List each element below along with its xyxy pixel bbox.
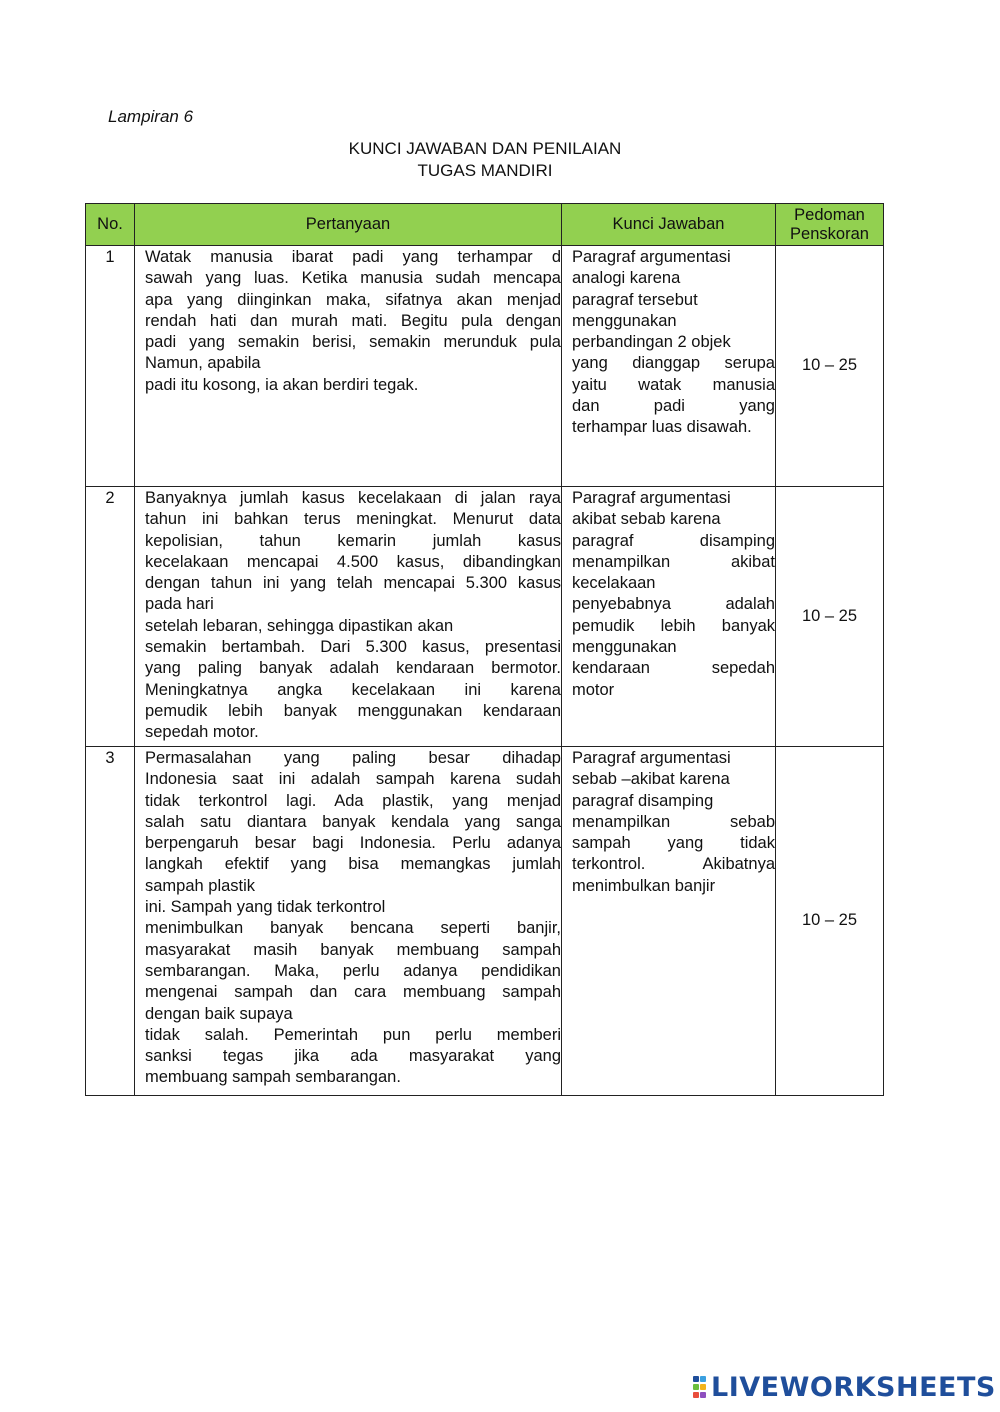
text-line: menampilkan sebab (572, 812, 775, 831)
header-pertanyaan: Pertanyaan (135, 204, 562, 246)
text-line: sembarangan. Maka, perlu adanya pendidikan (145, 961, 561, 980)
question-cell (135, 487, 562, 747)
text-line: dan padi yang (572, 397, 775, 416)
text-line: Watak manusia ibarat padi yang terhampar d (145, 248, 561, 266)
table-header-row (86, 204, 884, 246)
text-line: semakin bertambah. Dari 5.300 kasus, presentasi (145, 638, 561, 657)
text-line: terhampar luas disawah. (572, 418, 752, 437)
text-line: pemudik lebih banyak (572, 616, 775, 635)
header-pedoman-penskoran (776, 204, 884, 246)
text-line: kepolisian, tahun kemarin jumlah kasus (145, 531, 561, 550)
text-line: yang dianggap serupa (572, 354, 775, 373)
text-line: motor (572, 680, 615, 699)
document-subtitle: TUGAS MANDIRI (417, 161, 553, 180)
text-line: menampilkan akibat (572, 552, 775, 571)
text-line: dengan tahun ini yang telah mencapai 5.300 kasus (145, 574, 561, 593)
text-line: tahun ini bahkan terus meningkat. Menurut data (145, 510, 561, 529)
text-line: kecelakaan (572, 574, 656, 593)
text-line: Permasalahan yang paling besar dihadap (145, 749, 561, 767)
text-line: Paragraf argumentasi (572, 248, 731, 266)
text-line: yang paling banyak adalah kendaraan bermotor. (145, 659, 561, 678)
text-line: masyarakat masih banyak membuang sampah (145, 940, 561, 959)
text-line: analogi karena (572, 269, 681, 288)
text-line: tidak salah. Pemerintah pun perlu memberi (145, 1025, 561, 1044)
text-line: penyebabnya adalah (572, 595, 775, 614)
row-number: 1 (86, 246, 135, 487)
text-line: Paragraf argumentasi (572, 489, 731, 507)
text-line: menggunakan (572, 638, 677, 657)
text-line: rendah hati dan murah mati. Begitu pula dengan (145, 311, 561, 330)
header-no: No. (86, 204, 135, 246)
text-line: perbandingan 2 objek (572, 333, 731, 352)
text-line: padi itu kosong, ia akan berdiri tegak. (145, 375, 419, 394)
answer-cell (562, 487, 776, 747)
text-line: tidak terkontrol lagi. Ada plastik, yang menjad (145, 791, 561, 810)
text-line: sawah yang luas. Ketika manusia sudah mencapa (145, 269, 561, 288)
answer-key-table (85, 203, 884, 1096)
text-line: terkontrol. Akibatnya (572, 855, 775, 874)
text-line: kendaraan sepedah (572, 659, 775, 678)
lampiran-label: Lampiran 6 (108, 107, 194, 126)
answer-cell (562, 246, 776, 487)
table-row (86, 747, 884, 1096)
text-line: langkah efektif yang bisa memangkas jumlah (145, 855, 561, 874)
text-line: Indonesia saat ini adalah sampah karena sudah (145, 770, 561, 789)
text-line: menimbulkan banyak bencana seperti banjir, (145, 919, 561, 938)
text-line: membuang sampah sembarangan. (145, 1068, 401, 1087)
question-cell (135, 246, 562, 487)
text-line: paragraf tersebut (572, 290, 698, 309)
text-line: dengan baik supaya (145, 1004, 293, 1023)
answer-cell (562, 747, 776, 1096)
text-line: menimbulkan banjir (572, 876, 716, 895)
row-number: 2 (86, 487, 135, 747)
text-line: menggunakan (572, 311, 677, 330)
text-line: Paragraf argumentasi (572, 749, 731, 767)
text-line: setelah lebaran, sehingga dipastikan akan (145, 616, 454, 635)
question-cell (135, 747, 562, 1096)
text-line: kecelakaan mencapai 4.500 kasus, dibandingkan (145, 552, 561, 571)
text-line: apa yang diinginkan maka, sifatnya akan menjad (145, 290, 561, 309)
document-title: KUNCI JAWABAN DAN PENILAIAN (348, 139, 622, 158)
row-number: 3 (86, 747, 135, 1096)
text-line: Meningkatnya angka kecelakaan ini karena (145, 680, 561, 699)
score-range: 10 – 25 (776, 246, 884, 487)
score-range: 10 – 25 (776, 487, 884, 747)
text-line: berpengaruh besar bagi Indonesia. Perlu adanya (145, 834, 561, 853)
liveworksheets-logo (693, 1373, 996, 1401)
table-row (86, 487, 884, 747)
text-line: sepedah motor. (145, 723, 259, 742)
text-line: salah satu diantara banyak kendala yang sanga (145, 812, 561, 831)
text-line: padi yang semakin berisi, semakin merunduk pula (145, 333, 561, 352)
liveworksheets-wordmark: LIVEWORKSHEETS (711, 1371, 996, 1403)
text-line: yaitu watak manusia (572, 375, 775, 394)
text-line: sampah plastik (145, 876, 256, 895)
text-line: pemudik lebih banyak menggunakan kendaraan (145, 701, 561, 720)
header-pedoman-line2: Penskoran (790, 224, 869, 243)
header-pedoman-line1: Pedoman (794, 205, 865, 224)
score-range: 10 – 25 (776, 747, 884, 1096)
table-row (86, 246, 884, 487)
text-line: pada hari (145, 595, 214, 614)
text-line: paragraf disamping (572, 791, 714, 810)
liveworksheets-mark-icon (693, 1374, 707, 1400)
text-line: Namun, apabila (145, 354, 261, 373)
text-line: Banyaknya jumlah kasus kecelakaan di jalan raya (145, 489, 561, 507)
header-kunci-jawaban: Kunci Jawaban (562, 204, 776, 246)
text-line: sampah yang tidak (572, 834, 775, 853)
text-line: sanksi tegas jika ada masyarakat yang (145, 1047, 561, 1066)
text-line: akibat sebab karena (572, 510, 721, 529)
text-line: mengenai sampah dan cara membuang sampah (145, 983, 561, 1002)
text-line: paragraf disamping (572, 531, 775, 550)
text-line: sebab –akibat karena (572, 770, 730, 789)
text-line: ini. Sampah yang tidak terkontrol (145, 898, 386, 917)
